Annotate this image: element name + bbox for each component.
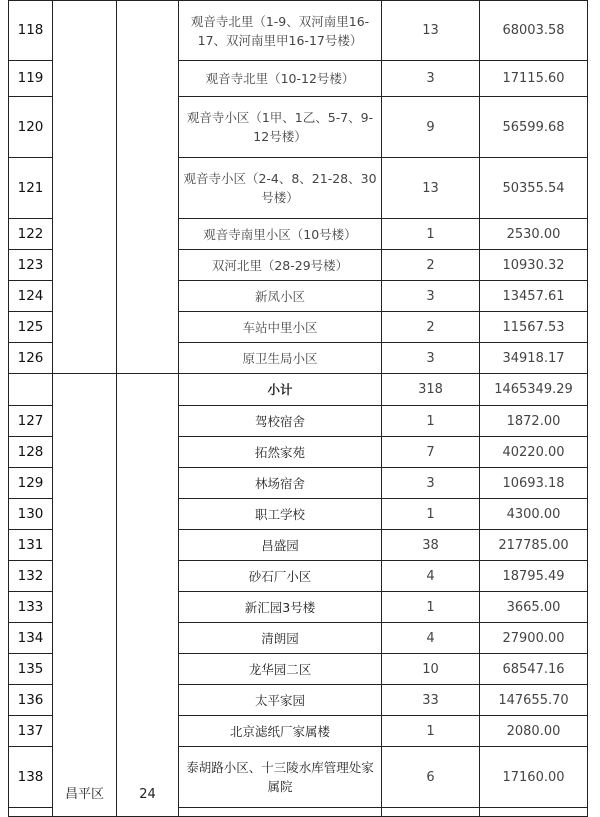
empty-cell — [480, 808, 588, 817]
building-count: 33 — [382, 685, 480, 716]
floor-area: 56599.68 — [480, 97, 588, 158]
subtotal-row — [9, 374, 588, 406]
empty-cell — [179, 808, 382, 817]
row-number: 124 — [9, 281, 53, 312]
floor-area: 17160.00 — [480, 747, 588, 808]
floor-area: 2080.00 — [480, 716, 588, 747]
community-name: 太平家园 — [179, 685, 382, 716]
row-number: 138 — [9, 747, 53, 808]
row-number: 130 — [9, 499, 53, 530]
district-community-count: 24 — [117, 374, 179, 817]
building-count: 1 — [382, 716, 480, 747]
community-name: 新凤小区 — [179, 281, 382, 312]
building-count: 4 — [382, 561, 480, 592]
row-number: 121 — [9, 158, 53, 219]
community-name: 观音寺小区（1甲、1乙、5-7、9-12号楼） — [179, 97, 382, 158]
floor-area: 68003.58 — [480, 1, 588, 61]
floor-area: 50355.54 — [480, 158, 588, 219]
building-count: 3 — [382, 343, 480, 374]
row-number: 129 — [9, 468, 53, 499]
floor-area: 13457.61 — [480, 281, 588, 312]
row-number-empty — [9, 374, 53, 406]
row-number: 126 — [9, 343, 53, 374]
building-count: 10 — [382, 654, 480, 685]
table-row — [9, 1, 588, 61]
building-count: 9 — [382, 97, 480, 158]
row-number: 120 — [9, 97, 53, 158]
row-number: 122 — [9, 219, 53, 250]
building-count: 4 — [382, 623, 480, 654]
row-number: 128 — [9, 437, 53, 468]
floor-area: 4300.00 — [480, 499, 588, 530]
building-count: 38 — [382, 530, 480, 561]
building-count: 3 — [382, 281, 480, 312]
row-number: 135 — [9, 654, 53, 685]
floor-area: 34918.17 — [480, 343, 588, 374]
row-number: 134 — [9, 623, 53, 654]
community-name: 原卫生局小区 — [179, 343, 382, 374]
building-count: 6 — [382, 747, 480, 808]
community-name: 观音寺南里小区（10号楼） — [179, 219, 382, 250]
floor-area: 147655.70 — [480, 685, 588, 716]
community-name: 林场宿舍 — [179, 468, 382, 499]
building-count: 2 — [382, 250, 480, 281]
building-count: 1 — [382, 406, 480, 437]
empty-cell — [9, 808, 53, 817]
community-name: 北京滤纸厂家属楼 — [179, 716, 382, 747]
row-number: 127 — [9, 406, 53, 437]
community-name: 龙华园二区 — [179, 654, 382, 685]
subtotal-buildings: 318 — [382, 374, 480, 406]
floor-area: 40220.00 — [480, 437, 588, 468]
row-number: 136 — [9, 685, 53, 716]
floor-area: 11567.53 — [480, 312, 588, 343]
building-count: 3 — [382, 61, 480, 97]
building-count: 3 — [382, 468, 480, 499]
row-number: 133 — [9, 592, 53, 623]
community-name: 泰胡路小区、十三陵水库管理处家属院 — [179, 747, 382, 808]
community-name: 双河北里（28-29号楼） — [179, 250, 382, 281]
community-name: 砂石厂小区 — [179, 561, 382, 592]
floor-area: 10930.32 — [480, 250, 588, 281]
floor-area: 2530.00 — [480, 219, 588, 250]
floor-area: 217785.00 — [480, 530, 588, 561]
building-count: 1 — [382, 499, 480, 530]
community-name: 观音寺小区（2-4、8、21-28、30号楼） — [179, 158, 382, 219]
community-name: 观音寺北里（10-12号楼） — [179, 61, 382, 97]
floor-area: 3665.00 — [480, 592, 588, 623]
community-name: 驾校宿舍 — [179, 406, 382, 437]
floor-area: 68547.16 — [480, 654, 588, 685]
row-number: 123 — [9, 250, 53, 281]
district-cell — [53, 1, 117, 374]
row-number: 125 — [9, 312, 53, 343]
building-count: 2 — [382, 312, 480, 343]
row-number: 137 — [9, 716, 53, 747]
community-name: 新汇园3号楼 — [179, 592, 382, 623]
community-name: 拓然家苑 — [179, 437, 382, 468]
subtotal-label: 小计 — [179, 374, 382, 406]
floor-area: 1872.00 — [480, 406, 588, 437]
building-count: 7 — [382, 437, 480, 468]
floor-area: 17115.60 — [480, 61, 588, 97]
floor-area: 18795.49 — [480, 561, 588, 592]
district-name: 昌平区 — [53, 374, 117, 817]
community-name: 清朗园 — [179, 623, 382, 654]
floor-area: 10693.18 — [480, 468, 588, 499]
row-number: 131 — [9, 530, 53, 561]
building-count: 1 — [382, 219, 480, 250]
community-name: 昌盛园 — [179, 530, 382, 561]
building-count: 13 — [382, 1, 480, 61]
community-name: 车站中里小区 — [179, 312, 382, 343]
community-name: 观音寺北里（1-9、双河南里16-17、双河南里甲16-17号楼） — [179, 1, 382, 61]
building-count: 13 — [382, 158, 480, 219]
row-number: 118 — [9, 1, 53, 61]
building-count: 1 — [382, 592, 480, 623]
community-name: 职工学校 — [179, 499, 382, 530]
subtotal-area: 1465349.29 — [480, 374, 588, 406]
empty-cell — [382, 808, 480, 817]
floor-area: 27900.00 — [480, 623, 588, 654]
housing-table — [8, 0, 588, 817]
row-number: 132 — [9, 561, 53, 592]
row-number: 119 — [9, 61, 53, 97]
district-count-cell — [117, 1, 179, 374]
